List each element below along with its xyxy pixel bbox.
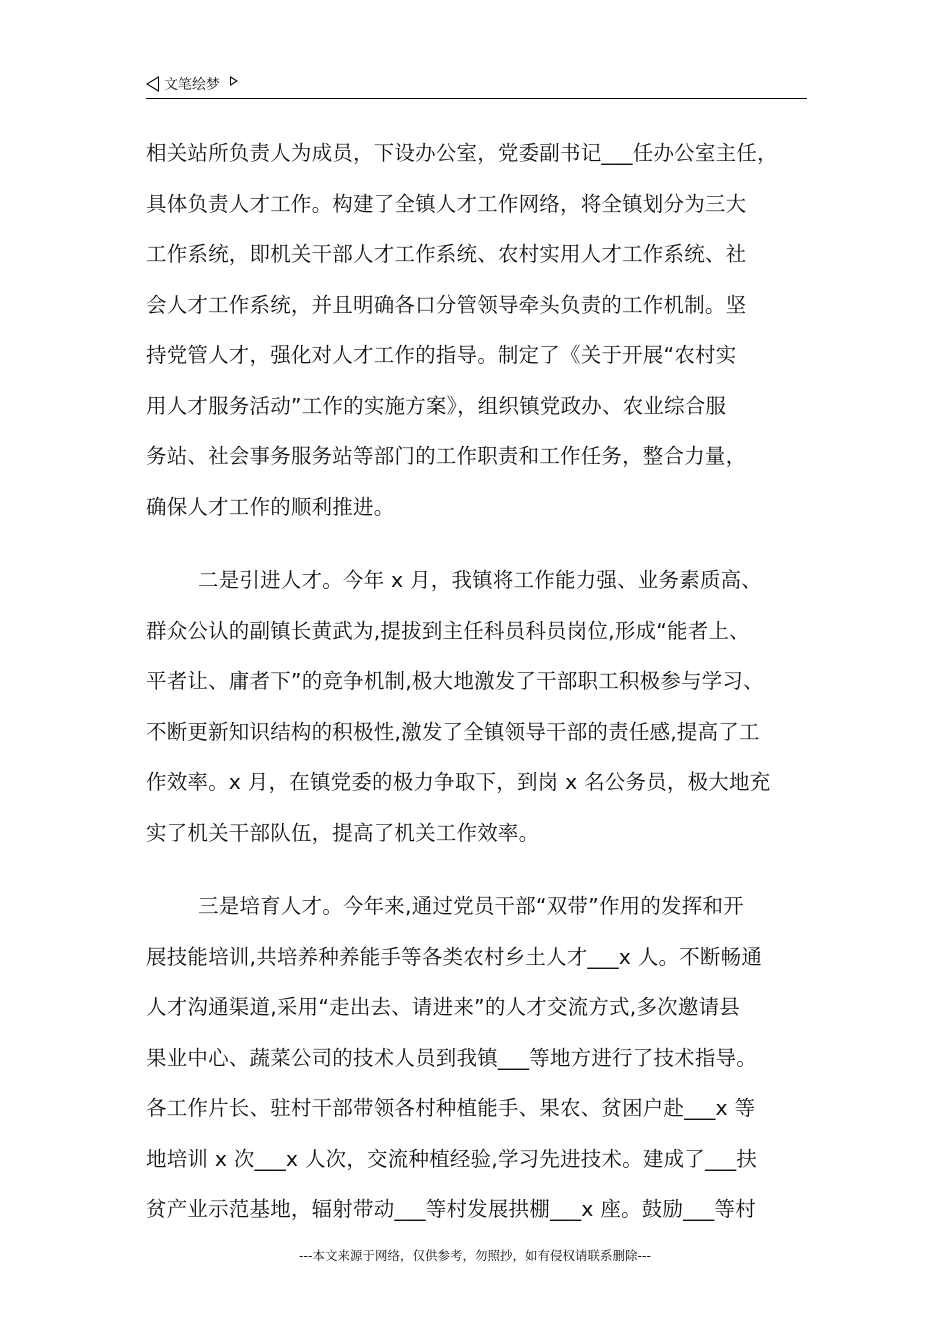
page-header [146,72,807,99]
text-line: 二是引进人才。今年 x 月，我镇将工作能力强、业务素质高、 [198,568,762,592]
document-body [146,128,814,1235]
text-line: 具体负责人才工作。构建了全镇人才工作网络，将全镇划分为三大 [146,191,747,216]
paragraph-2 [146,555,814,858]
header-title: 文笔绘梦 [164,77,220,93]
text-line: 果业中心、蔬菜公司的技术人员到我镇___等地方进行了技术指导。 [146,1045,757,1070]
triangle-right-icon [230,76,238,86]
text-line: 确保人才工作的顺利推进。 [146,494,395,519]
text-line: 三是培育人才。今年来,通过党员干部“双带”作用的发挥和开 [198,894,744,918]
text-line: 不断更新知识结构的积极性,激发了全镇领导干部的责任感,提高了工 [146,719,760,744]
text-line: 人才沟通渠道,采用“走出去、请进来”的人才交流方式,多次邀请县 [146,995,740,1019]
text-line: 会人才工作系统，并且明确各口分管领导牵头负责的工作机制。坚 [146,292,747,317]
text-line: 用人才服务活动”工作的实施方案》，组织镇党政办、农业综合服 [146,393,727,418]
text-line: 务站、社会事务服务站等部门的工作职责和工作任务，整合力量， [146,444,747,468]
text-line: 相关站所负责人为成员，下设办公室，党委副书记___任办公室主任， [146,141,778,165]
text-line: 展技能培训,共培养种养能手等各类农村乡土人才___x 人。不断畅通 [146,944,763,969]
text-line: 群众公认的副镇长黄武为,提拔到主任科员科员岗位,形成“能者上、 [146,618,750,643]
text-line: 作效率。x 月，在镇党委的极力争取下，到岗 x 名公务员，极大地充 [146,770,771,794]
text-line: 各工作片长、驻村干部带领各村种植能手、果农、贫困户赴___x 等 [146,1096,756,1120]
text-line: 平者让、庸者下”的竞争机制,极大地激发了干部职工积极参与学习、 [146,669,764,693]
triangle-left-icon [146,76,159,92]
text-line: 工作系统，即机关干部人才工作系统、农村实用人才工作系统、社 [146,242,747,266]
text-line: 地培训 x 次___x 人次，交流种植经验,学习先进技术。建成了___扶 [146,1146,758,1171]
paragraph-1 [146,128,814,532]
paragraph-3 [146,881,814,1235]
page-footer: ---本文来源于网络，仅供参考，勿照抄，如有侵权请联系删除--- [298,1248,652,1263]
text-line: 实了机关干部队伍，提高了机关工作效率。 [146,820,540,845]
text-line: 贫产业示范基地，辐射带动___等村发展拱棚___x 座。鼓励___等村 [146,1197,756,1221]
text-line: 持党管人才，强化对人才工作的指导。制定了《关于开展“农村实 [146,343,737,367]
